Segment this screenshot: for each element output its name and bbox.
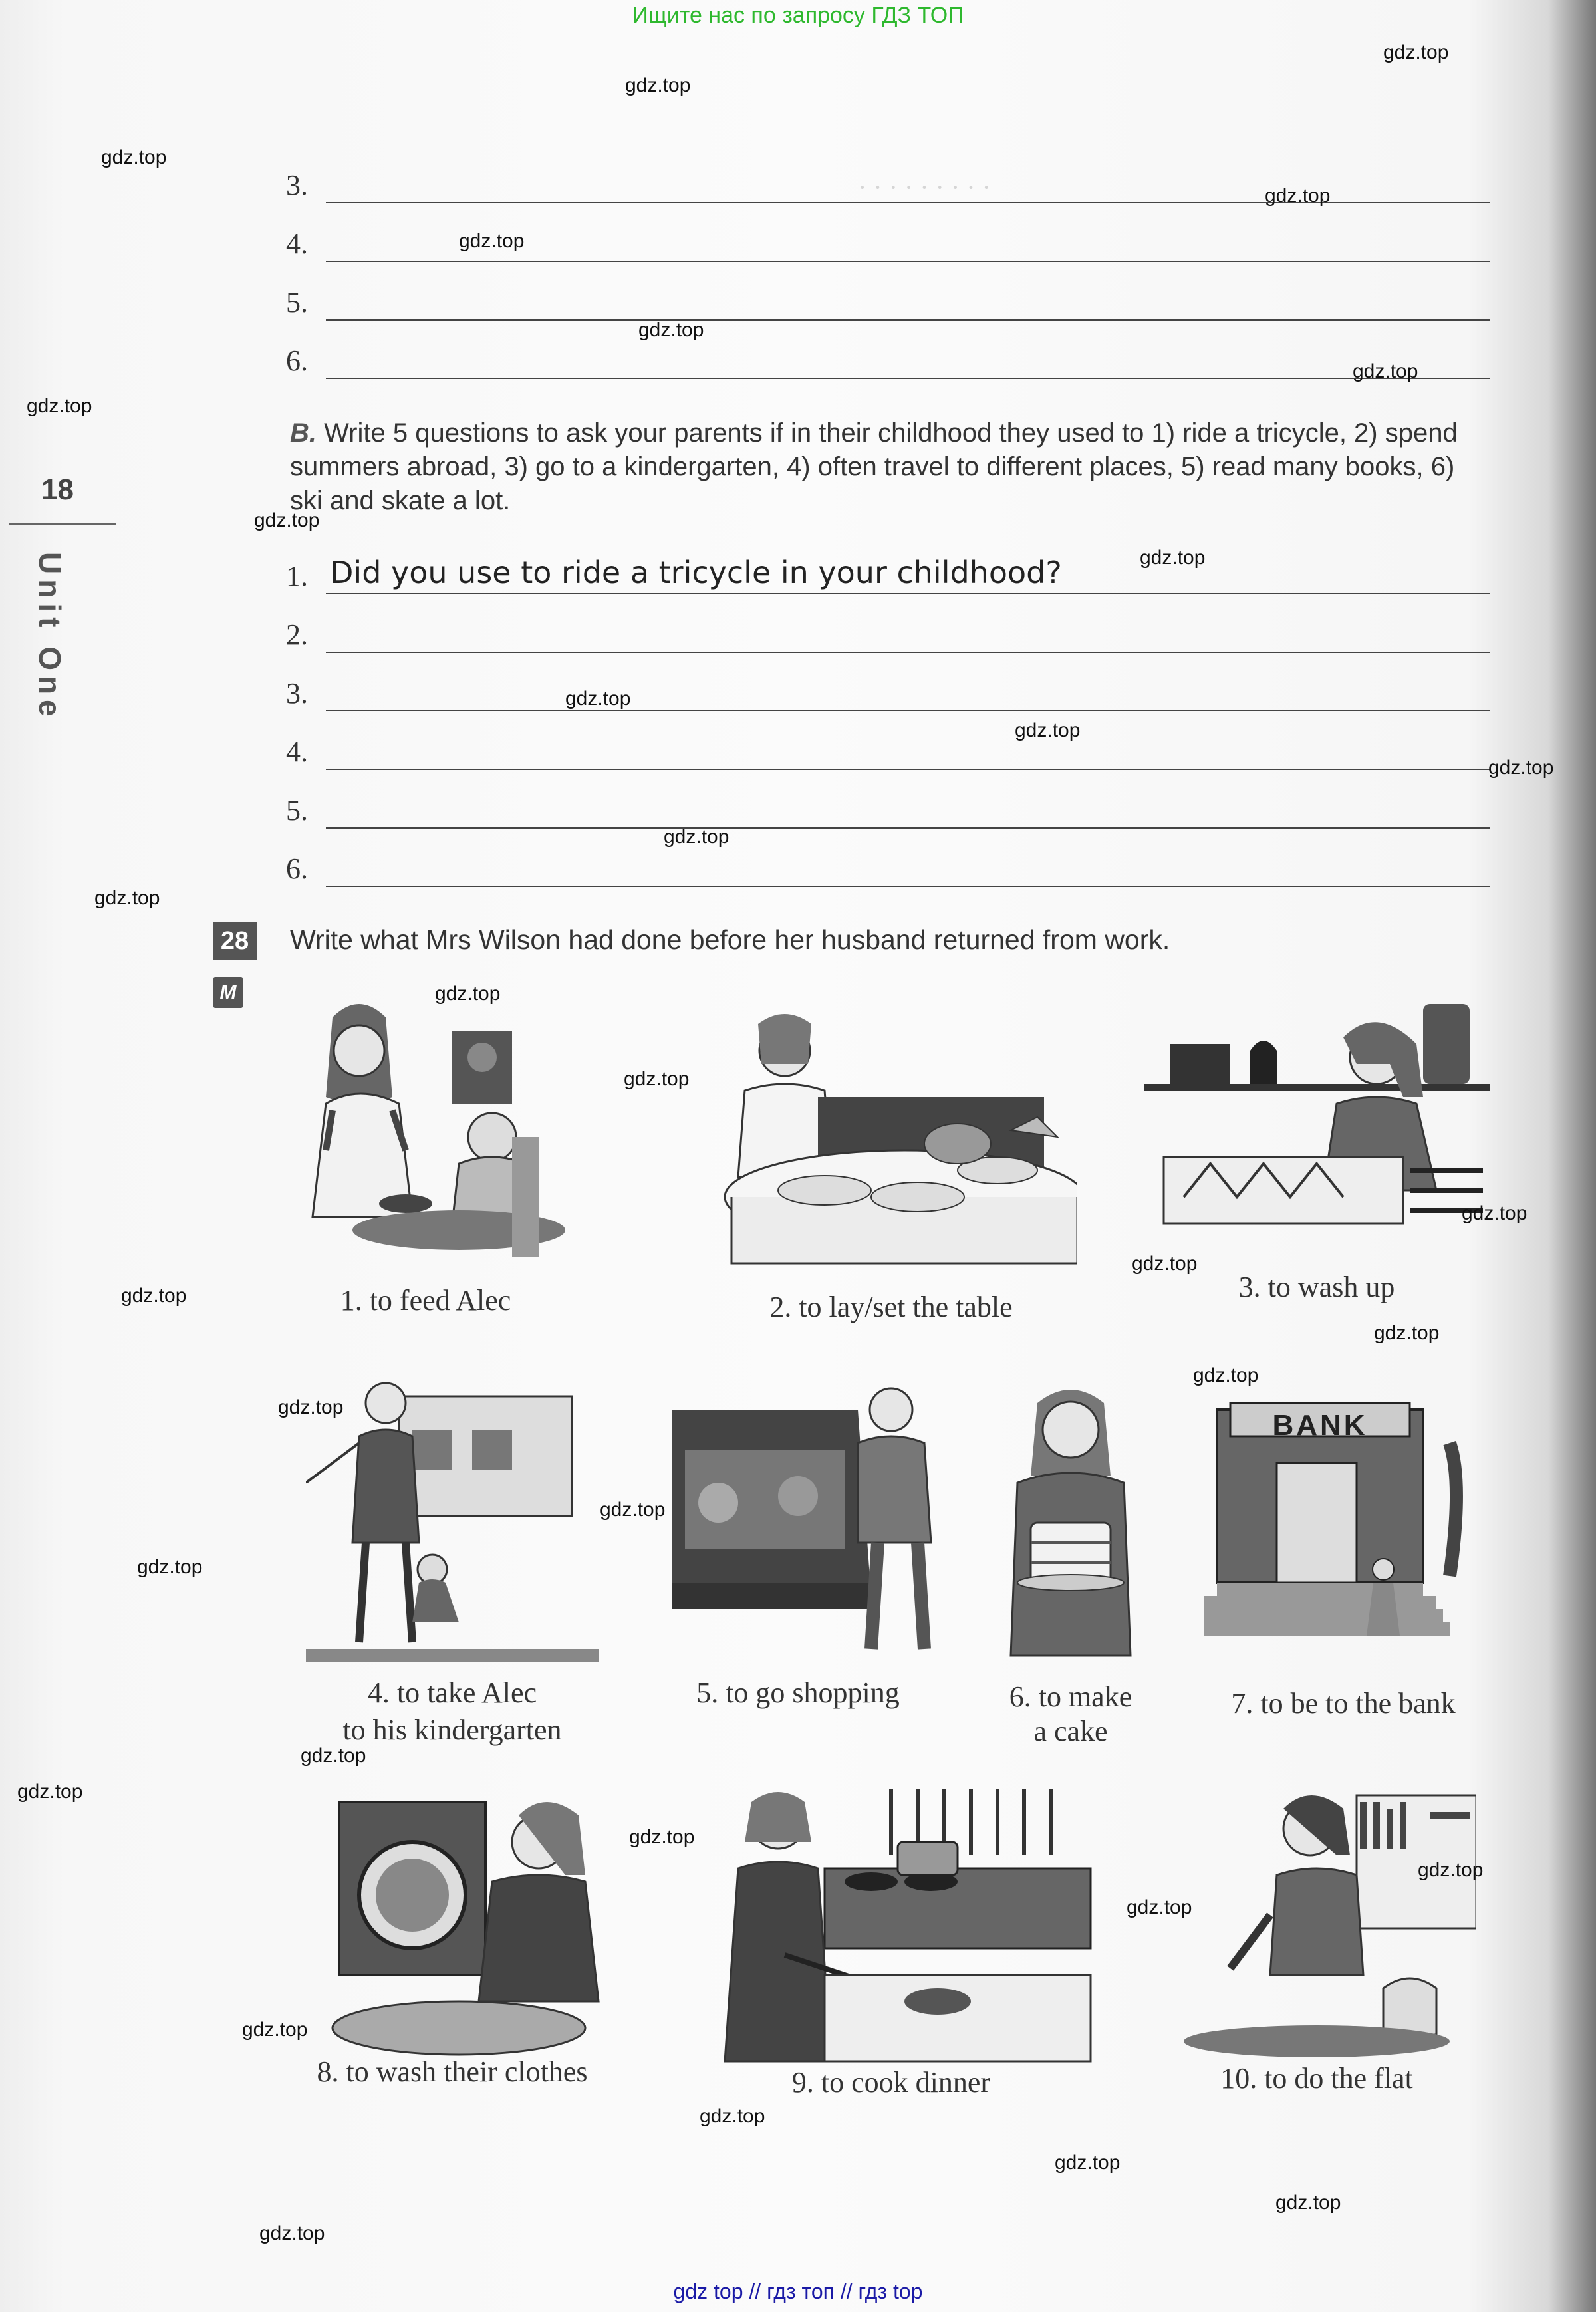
- caption-10: 10. to do the flat: [1220, 2062, 1413, 2095]
- watermark: gdz.top: [1193, 1364, 1259, 1386]
- caption-6b: a cake: [1033, 1715, 1108, 1747]
- illustration-cake: [991, 1383, 1150, 1662]
- caption-7: 7. to be to the bank: [1231, 1687, 1456, 1720]
- watermark: gdz.top: [1127, 1896, 1192, 1918]
- answer-line-b3[interactable]: [286, 674, 1490, 714]
- caption-3: 3. to wash up: [1238, 1271, 1395, 1303]
- handwritten-answer: Did you use to ride a tricycle in your childhood?: [330, 555, 1062, 590]
- watermark: gdz.top: [254, 509, 320, 531]
- watermark: gdz.top: [1488, 757, 1554, 779]
- watermark: gdz.top: [1383, 41, 1449, 63]
- watermark: gdz.top: [137, 1556, 203, 1578]
- illustration-shopping: [665, 1383, 944, 1662]
- top-banner[interactable]: Ищите нас по запросу ГДЗ ТОП: [632, 3, 964, 28]
- line-number: 2.: [286, 618, 308, 651]
- line-number: 1.: [286, 560, 308, 592]
- illustration-feed-alec: [293, 991, 585, 1270]
- m-badge-icon: M: [213, 977, 243, 1008]
- writing-rule: [326, 710, 1490, 711]
- line-number: 3.: [286, 677, 308, 709]
- caption-4a: 4. to take Alec: [367, 1676, 537, 1709]
- watermark: gdz.top: [1265, 185, 1331, 207]
- writing-rule: [326, 886, 1490, 887]
- watermark: gdz.top: [17, 1781, 83, 1803]
- illustration-cook-dinner: [705, 1782, 1104, 2075]
- answer-line-b6[interactable]: [286, 850, 1490, 890]
- watermark: gdz.top: [565, 688, 631, 709]
- watermark: gdz.top: [101, 146, 167, 168]
- section-letter: B.: [290, 418, 317, 448]
- line-number: 6.: [286, 344, 308, 377]
- answer-line-b4[interactable]: [286, 733, 1490, 773]
- writing-rule: [326, 652, 1490, 653]
- watermark: gdz.top: [624, 1068, 690, 1090]
- answer-line-a5[interactable]: [286, 283, 1490, 323]
- answer-line-a6[interactable]: [286, 342, 1490, 382]
- watermark: gdz.top: [1140, 547, 1206, 569]
- answer-line-b1[interactable]: [286, 557, 1490, 597]
- watermark: gdz.top: [664, 826, 730, 848]
- caption-5: 5. to go shopping: [696, 1676, 900, 1709]
- line-number: 4.: [286, 735, 308, 768]
- illustration-wash-clothes: [326, 1789, 618, 2061]
- watermark: gdz.top: [435, 983, 501, 1005]
- illustration-do-flat: [1184, 1782, 1476, 2061]
- line-number: 3.: [286, 169, 308, 201]
- writing-rule: [326, 378, 1490, 379]
- watermark: gdz.top: [1353, 360, 1418, 382]
- watermark: gdz.top: [278, 1396, 344, 1418]
- unit-label: Unit One: [33, 552, 67, 722]
- watermark: gdz.top: [27, 395, 92, 417]
- caption-2: 2. to lay/set the table: [769, 1291, 1013, 1323]
- watermark: gdz.top: [1418, 1859, 1484, 1881]
- watermark: gdz.top: [600, 1499, 666, 1521]
- watermark: gdz.top: [1055, 2152, 1121, 2174]
- exercise-28-instruction: Write what Mrs Wilson had done before her husband returned from work.: [290, 924, 1170, 955]
- watermark: gdz.top: [1462, 1202, 1528, 1224]
- watermark: gdz.top: [301, 1745, 366, 1767]
- watermark: gdz.top: [1374, 1322, 1440, 1344]
- caption-9: 9. to cook dinner: [791, 2066, 991, 2099]
- watermark: gdz.top: [700, 2105, 765, 2127]
- answer-line-b5[interactable]: [286, 791, 1490, 831]
- watermark: gdz.top: [1132, 1253, 1198, 1275]
- section-b-instruction: [290, 416, 1494, 518]
- writing-rule: [326, 261, 1490, 262]
- caption-4b: to his kindergarten: [342, 1714, 562, 1746]
- page-number: 18: [41, 473, 74, 506]
- line-number: 6.: [286, 852, 308, 885]
- writing-rule: [326, 319, 1490, 321]
- bottom-banner[interactable]: gdz top // гдз топ // гдз top: [673, 2279, 923, 2303]
- watermark: gdz.top: [121, 1285, 187, 1307]
- watermark: gdz.top: [242, 2019, 308, 2041]
- writing-rule: [326, 827, 1490, 829]
- watermark: gdz.top: [1275, 2192, 1341, 2214]
- line-number: 4.: [286, 227, 308, 260]
- watermark: gdz.top: [459, 230, 525, 252]
- illustration-kindergarten: [306, 1370, 598, 1662]
- sidebar-divider: [9, 523, 116, 525]
- line-number: 5.: [286, 286, 308, 319]
- watermark: gdz.top: [638, 319, 704, 341]
- watermark: gdz.top: [629, 1826, 695, 1848]
- bleed-through-text: · · · · · · · · ·: [858, 172, 991, 202]
- illustration-set-table: [705, 997, 1077, 1277]
- section-b-text: Write 5 questions to ask your parents if in their childhood they used to 1) ride a tricycle, 2) spend summers abroad, 3) go to a kindergarten, 4) often travel to different places, 5) read many books, 6) ski and skate a lot.: [290, 418, 1458, 515]
- answer-line-b2[interactable]: [286, 616, 1490, 656]
- writing-rule: [326, 593, 1490, 594]
- watermark: gdz.top: [94, 887, 160, 909]
- watermark: gdz.top: [1015, 719, 1081, 741]
- caption-1: 1. to feed Alec: [340, 1284, 511, 1317]
- bank-sign: BANK: [1272, 1409, 1368, 1442]
- watermark: gdz.top: [259, 2222, 325, 2244]
- exercise-number-badge: 28: [213, 922, 257, 960]
- illustration-wash-up: [1144, 997, 1490, 1250]
- line-number: 5.: [286, 794, 308, 827]
- caption-8: 8. to wash their clothes: [317, 2055, 588, 2088]
- watermark: gdz.top: [625, 74, 691, 96]
- writing-rule: [326, 769, 1490, 770]
- caption-6a: 6. to make: [1009, 1680, 1132, 1713]
